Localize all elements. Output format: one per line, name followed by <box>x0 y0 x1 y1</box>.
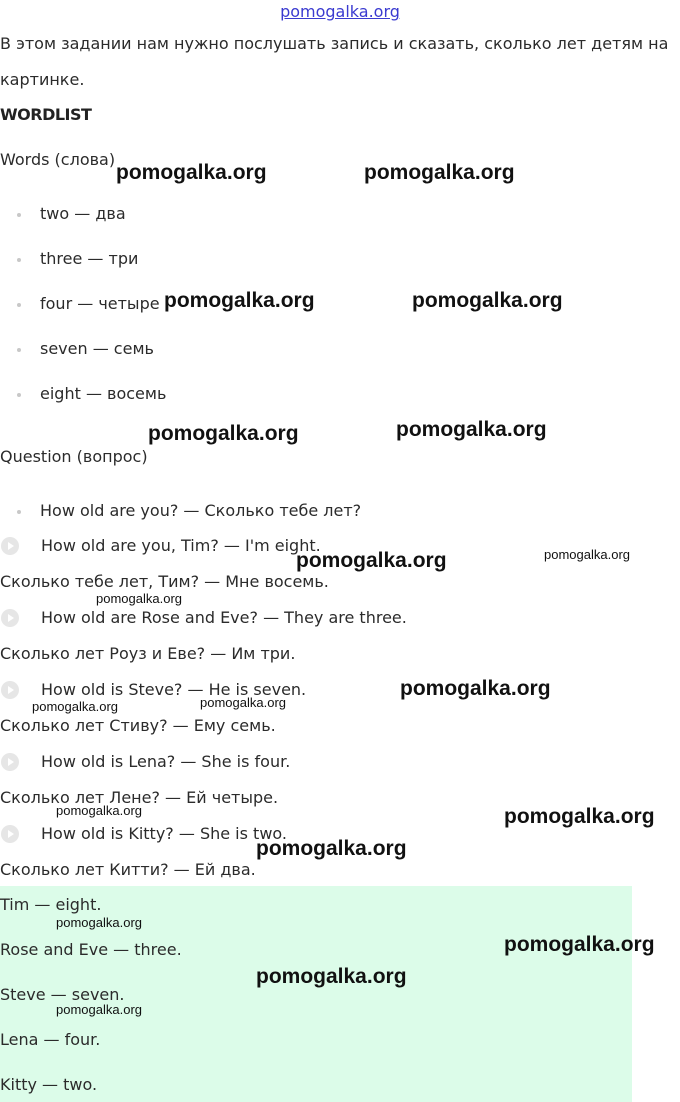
play-icon[interactable] <box>1 825 19 843</box>
answer-item: Rose and Eve — three. <box>0 940 182 959</box>
watermark: pomogalka.org <box>256 837 407 860</box>
watermark: pomogalka.org <box>164 289 315 312</box>
watermark: pomogalka.org <box>148 422 299 445</box>
word-item: eight — восемь <box>40 384 167 403</box>
bullet-icon <box>17 393 21 397</box>
intro-line-1: В этом задании нам нужно послушать запись и сказать, сколько лет детям на <box>0 34 669 53</box>
answer-item: Lena — four. <box>0 1030 101 1049</box>
answer-item: Tim — eight. <box>0 895 102 914</box>
watermark: pomogalka.org <box>200 695 286 710</box>
bullet-icon <box>17 258 21 262</box>
word-item: three — три <box>40 249 139 268</box>
bullet-icon <box>17 348 21 352</box>
question-heading: Question (вопрос) <box>0 447 148 466</box>
question-item: How old are you? — Сколько тебе лет? <box>40 501 362 520</box>
wordlist-heading: WORDLIST <box>0 105 92 124</box>
bullet-icon <box>17 510 21 514</box>
watermark: pomogalka.org <box>56 803 142 818</box>
bullet-icon <box>17 213 21 217</box>
play-icon[interactable] <box>1 537 19 555</box>
watermark: pomogalka.org <box>296 549 447 572</box>
answer-item: Kitty — two. <box>0 1075 98 1094</box>
watermark: pomogalka.org <box>32 699 118 714</box>
bullet-icon <box>17 303 21 307</box>
header-watermark[interactable]: pomogalka.org <box>280 2 400 21</box>
dialogue-russian: Сколько лет Лене? — Ей четыре. <box>0 788 279 807</box>
answer-item: Steve — seven. <box>0 985 125 1004</box>
dialogue-english: How old is Lena? — She is four. <box>41 752 291 771</box>
watermark: pomogalka.org <box>504 933 655 956</box>
watermark: pomogalka.org <box>412 289 563 312</box>
watermark: pomogalka.org <box>56 1002 142 1017</box>
dialogue-russian: Сколько лет Китти? — Ей два. <box>0 860 256 879</box>
watermark: pomogalka.org <box>400 677 551 700</box>
play-icon[interactable] <box>1 681 19 699</box>
dialogue-english: How old is Steve? — He is seven. <box>41 680 307 699</box>
dialogue-russian: Сколько лет Роуз и Еве? — Им три. <box>0 644 296 663</box>
dialogue-english: How old is Kitty? — She is two. <box>41 824 287 843</box>
play-icon[interactable] <box>1 609 19 627</box>
watermark: pomogalka.org <box>56 915 142 930</box>
watermark: pomogalka.org <box>544 547 630 562</box>
watermark: pomogalka.org <box>96 591 182 606</box>
word-item: seven — семь <box>40 339 154 358</box>
play-icon[interactable] <box>1 753 19 771</box>
word-item: two — два <box>40 204 126 223</box>
intro-line-2: картинке. <box>0 70 85 89</box>
word-item: four — четыре <box>40 294 160 313</box>
dialogue-english: How old are you, Tim? — I'm eight. <box>41 536 321 555</box>
watermark: pomogalka.org <box>504 805 655 828</box>
watermark: pomogalka.org <box>116 161 267 184</box>
dialogue-russian: Сколько лет Стиву? — Ему семь. <box>0 716 276 735</box>
watermark: pomogalka.org <box>364 161 515 184</box>
watermark: pomogalka.org <box>256 965 407 988</box>
words-heading: Words (слова) <box>0 150 116 169</box>
watermark: pomogalka.org <box>396 418 547 441</box>
dialogue-russian: Сколько тебе лет, Тим? — Мне восемь. <box>0 572 329 591</box>
dialogue-english: How old are Rose and Eve? — They are three. <box>41 608 407 627</box>
